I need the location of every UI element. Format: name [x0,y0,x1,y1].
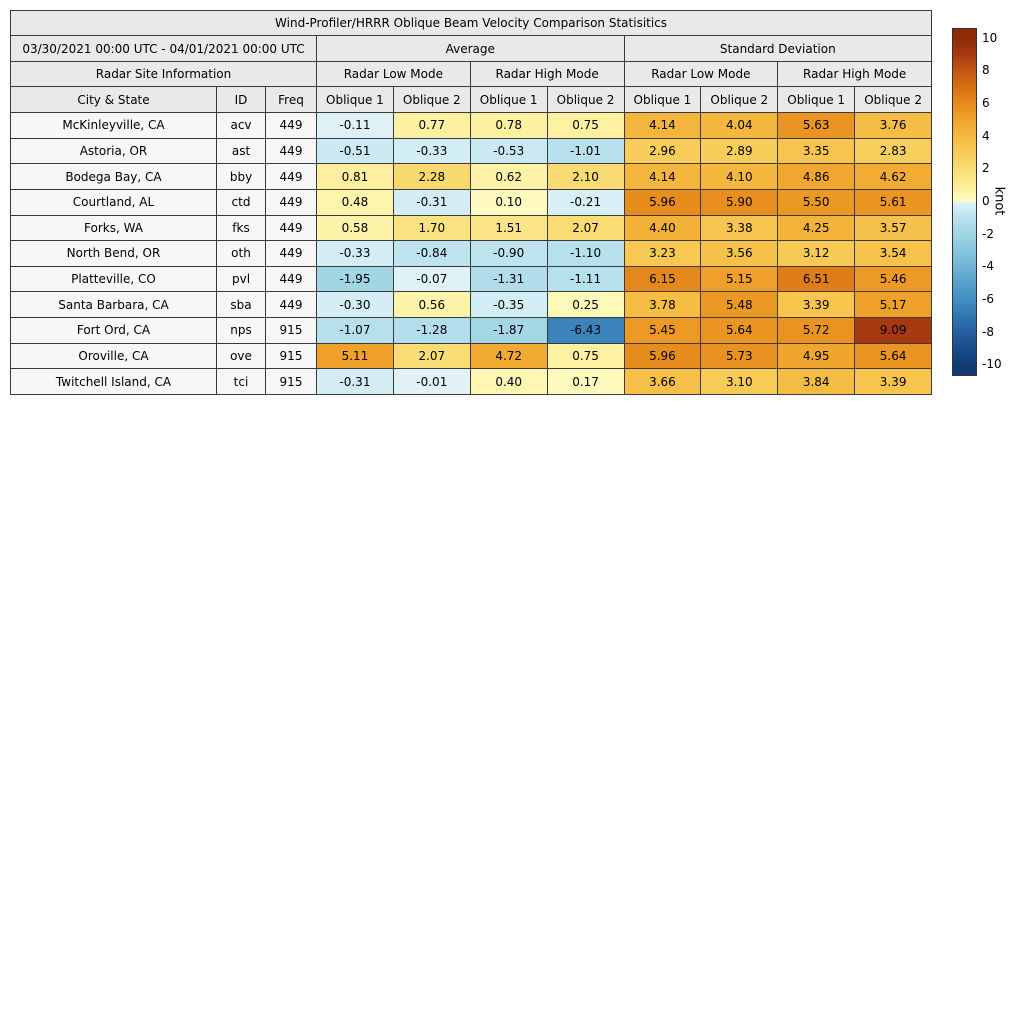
value-cell: 0.25 [547,292,624,318]
city-cell: Platteville, CO [11,266,217,292]
value-cell: 4.40 [624,215,701,241]
freq-cell: 449 [266,138,317,164]
value-cell: -0.31 [393,189,470,215]
group-header-average: Average [317,36,625,62]
table-row [11,266,932,292]
value-cell: -0.35 [470,292,547,318]
value-cell: 9.09 [855,318,932,344]
column-header-city: City & State [11,87,217,113]
group-header-row [11,36,932,62]
value-cell: -1.07 [317,318,394,344]
value-cell: 3.57 [855,215,932,241]
statistics-table [10,10,932,395]
colorbar-tick-label: -10 [982,357,1002,372]
city-cell: Oroville, CA [11,343,217,369]
value-cell: -0.90 [470,241,547,267]
id-cell: acv [217,113,266,139]
table-row [11,189,932,215]
value-cell: 1.70 [393,215,470,241]
value-cell: 4.62 [855,164,932,190]
mode-header-row [11,62,932,87]
table-body [11,113,932,395]
value-cell: 5.64 [701,318,778,344]
id-cell: oth [217,241,266,267]
value-cell: -0.51 [317,138,394,164]
value-cell: 6.51 [778,266,855,292]
value-cell: 4.04 [701,113,778,139]
id-cell: ove [217,343,266,369]
table-row [11,369,932,395]
freq-cell: 449 [266,164,317,190]
value-cell: 4.95 [778,343,855,369]
colorbar-tick-label: -6 [982,291,994,306]
group-header-std-dev: Standard Deviation [624,36,932,62]
id-cell: ctd [217,189,266,215]
value-cell: 0.77 [393,113,470,139]
value-cell: -0.84 [393,241,470,267]
value-cell: 4.10 [701,164,778,190]
colorbar-unit-label: knot [991,186,1007,216]
table-row [11,164,932,190]
colorbar-tick-label: 0 [982,194,990,208]
value-cell: 2.83 [855,138,932,164]
value-cell: 4.72 [470,343,547,369]
value-cell: -0.07 [393,266,470,292]
value-cell: 0.81 [317,164,394,190]
table-row [11,138,932,164]
value-cell: -1.11 [547,266,624,292]
value-cell: -1.28 [393,318,470,344]
value-cell: 5.17 [855,292,932,318]
id-cell: sba [217,292,266,318]
colorbar-gradient [952,28,977,376]
value-cell: 0.62 [470,164,547,190]
column-header-oblique: Oblique 1 [317,87,394,113]
table-row [11,318,932,344]
table-row [11,292,932,318]
value-cell: 0.78 [470,113,547,139]
value-cell: 2.07 [393,343,470,369]
freq-cell: 449 [266,113,317,139]
column-header-oblique: Oblique 2 [701,87,778,113]
colorbar-tick-label: 8 [982,63,990,78]
value-cell: 5.50 [778,189,855,215]
column-header-oblique: Oblique 1 [624,87,701,113]
column-header-row [11,87,932,113]
colorbar-tick-label: 2 [982,161,990,176]
value-cell: 0.56 [393,292,470,318]
city-cell: Fort Ord, CA [11,318,217,344]
value-cell: 4.86 [778,164,855,190]
id-cell: tci [217,369,266,395]
column-header-oblique: Oblique 2 [547,87,624,113]
value-cell: 4.14 [624,113,701,139]
city-cell: Courtland, AL [11,189,217,215]
value-cell: -1.01 [547,138,624,164]
mode-header-avg-low: Radar Low Mode [317,62,471,87]
freq-cell: 915 [266,369,317,395]
value-cell: 5.90 [701,189,778,215]
value-cell: -6.43 [547,318,624,344]
colorbar-tick-label: -4 [982,259,994,274]
value-cell: 5.15 [701,266,778,292]
value-cell: 0.75 [547,343,624,369]
value-cell: 3.84 [778,369,855,395]
city-cell: McKinleyville, CA [11,113,217,139]
value-cell: 0.40 [470,369,547,395]
value-cell: 3.10 [701,369,778,395]
colorbar-tick-label: 10 [982,30,998,45]
value-cell: 2.10 [547,164,624,190]
column-header-oblique: Oblique 2 [855,87,932,113]
value-cell: 5.48 [701,292,778,318]
value-cell: 0.10 [470,189,547,215]
freq-cell: 915 [266,318,317,344]
value-cell: 3.39 [778,292,855,318]
table-title: Wind-Profiler/HRRR Oblique Beam Velocity Comparison Statisitics [11,11,932,36]
city-cell: Santa Barbara, CA [11,292,217,318]
value-cell: 5.72 [778,318,855,344]
value-cell: 3.54 [855,241,932,267]
value-cell: 5.64 [855,343,932,369]
value-cell: -1.31 [470,266,547,292]
freq-cell: 449 [266,266,317,292]
value-cell: -0.01 [393,369,470,395]
value-cell: 6.15 [624,266,701,292]
value-cell: 3.56 [701,241,778,267]
value-cell: 3.35 [778,138,855,164]
id-cell: fks [217,215,266,241]
mode-header-avg-high: Radar High Mode [470,62,624,87]
city-cell: Bodega Bay, CA [11,164,217,190]
value-cell: 3.38 [701,215,778,241]
value-cell: 5.63 [778,113,855,139]
table-row [11,241,932,267]
city-cell: Forks, WA [11,215,217,241]
period-cell: 03/30/2021 00:00 UTC - 04/01/2021 00:00 UTC [11,36,317,62]
city-cell: Twitchell Island, CA [11,369,217,395]
value-cell: -0.33 [393,138,470,164]
value-cell: 0.58 [317,215,394,241]
table-row [11,113,932,139]
value-cell: 4.25 [778,215,855,241]
value-cell: -1.87 [470,318,547,344]
colorbar-tick-label: -2 [982,226,994,241]
value-cell: 5.96 [624,343,701,369]
value-cell: 5.61 [855,189,932,215]
value-cell: 5.73 [701,343,778,369]
freq-cell: 449 [266,215,317,241]
column-header-freq: Freq [266,87,317,113]
value-cell: 5.96 [624,189,701,215]
value-cell: 2.28 [393,164,470,190]
mode-header-std-low: Radar Low Mode [624,62,778,87]
title-row [11,11,932,36]
value-cell: 0.75 [547,113,624,139]
mode-header-std-high: Radar High Mode [778,62,932,87]
value-cell: 5.11 [317,343,394,369]
value-cell: 3.76 [855,113,932,139]
value-cell: 2.07 [547,215,624,241]
value-cell: -1.95 [317,266,394,292]
value-cell: 0.48 [317,189,394,215]
value-cell: -0.11 [317,113,394,139]
value-cell: -0.33 [317,241,394,267]
column-header-oblique: Oblique 1 [470,87,547,113]
freq-cell: 449 [266,292,317,318]
table-row [11,215,932,241]
freq-cell: 449 [266,189,317,215]
id-cell: nps [217,318,266,344]
value-cell: 3.23 [624,241,701,267]
value-cell: 4.14 [624,164,701,190]
value-cell: -0.31 [317,369,394,395]
value-cell: 1.51 [470,215,547,241]
value-cell: 2.89 [701,138,778,164]
value-cell: -0.53 [470,138,547,164]
id-cell: pvl [217,266,266,292]
colorbar-tick-label: -8 [982,324,994,339]
table-row [11,343,932,369]
column-header-id: ID [217,87,266,113]
site-info-header: Radar Site Information [11,62,317,87]
freq-cell: 449 [266,241,317,267]
column-header-oblique: Oblique 2 [393,87,470,113]
freq-cell: 915 [266,343,317,369]
colorbar-tick-label: 6 [982,96,990,111]
id-cell: ast [217,138,266,164]
column-header-oblique: Oblique 1 [778,87,855,113]
city-cell: North Bend, OR [11,241,217,267]
value-cell: 0.17 [547,369,624,395]
value-cell: -0.30 [317,292,394,318]
colorbar-tick-label: 4 [982,128,990,143]
value-cell: 3.39 [855,369,932,395]
value-cell: 5.46 [855,266,932,292]
id-cell: bby [217,164,266,190]
value-cell: 3.66 [624,369,701,395]
value-cell: 3.12 [778,241,855,267]
value-cell: 2.96 [624,138,701,164]
value-cell: 3.78 [624,292,701,318]
value-cell: -0.21 [547,189,624,215]
city-cell: Astoria, OR [11,138,217,164]
value-cell: -1.10 [547,241,624,267]
value-cell: 5.45 [624,318,701,344]
